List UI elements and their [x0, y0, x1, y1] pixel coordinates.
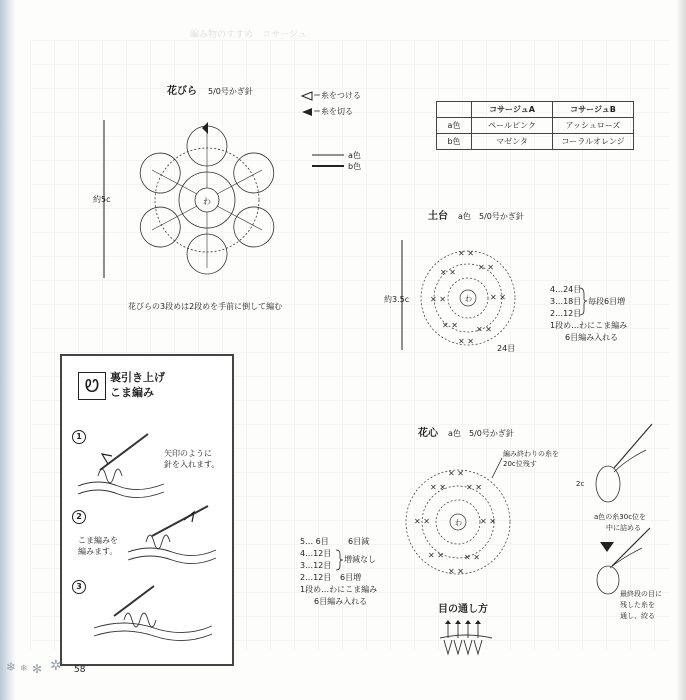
base-row-1-detail: 6目編み入れる [565, 333, 619, 342]
yarn-note-1: a色の糸30c位を [594, 513, 647, 521]
svg-text:✕ ✕: ✕ ✕ [440, 268, 456, 277]
faint-header: 編み物のすすめ コサージュ [190, 30, 307, 40]
snowflake-icon: ❄ [6, 660, 17, 674]
svg-text:✕ ✕: ✕ ✕ [490, 293, 506, 302]
table-cell: アッシュローズ [553, 118, 634, 134]
center-note-decrease: 6目減 [348, 537, 370, 546]
legend-lines [312, 150, 352, 170]
page-number: 58 [74, 665, 86, 675]
svg-text:✕ ✕: ✕ ✕ [442, 321, 458, 330]
base-row-2: 2…12目 [550, 309, 582, 318]
base-chart [420, 240, 520, 350]
stuffing-illustration [586, 420, 658, 600]
book-gutter [0, 0, 16, 700]
finish-note-1: 最終段の目に [620, 590, 662, 598]
step-2-text-1: こま編みを [78, 536, 118, 545]
legend-cut: ＝糸を切る [313, 107, 353, 116]
center-row-3: 3…12目 [300, 561, 332, 570]
center-note-no-change: 増減なし [344, 555, 376, 564]
yarn-note-2: 中に詰める [606, 524, 641, 532]
base-size: 約3.5c [384, 295, 410, 304]
step-1-number: 1 [72, 430, 86, 444]
center-note-increase: 6目増 [340, 573, 362, 582]
table-row [437, 118, 634, 134]
snowflake-icon: ✲ [50, 658, 62, 674]
step-3-number: 3 [72, 580, 86, 594]
technique-title-1: 裏引き上げ [110, 371, 165, 384]
table-cell: a色 [437, 118, 472, 134]
base-color: a色 [458, 212, 471, 221]
table-cell: コーラルオレンジ [553, 134, 634, 150]
snowflake-icon: ✻ [32, 662, 43, 676]
size-2c: 2c [576, 480, 585, 488]
base-title: 土台 [428, 211, 448, 222]
svg-text:✕ ✕: ✕ ✕ [430, 295, 446, 304]
step-2-number: 2 [72, 510, 86, 524]
svg-text:✕ ✕: ✕ ✕ [414, 517, 430, 526]
legend-b: b色 [348, 162, 362, 171]
svg-text:✕ ✕: ✕ ✕ [428, 551, 444, 560]
table-header-empty [437, 102, 472, 118]
legend-a: a色 [348, 151, 361, 160]
svg-text:✕ ✕: ✕ ✕ [458, 249, 474, 258]
table-cell: ペールピンク [472, 118, 553, 134]
petal-size: 約5c [93, 195, 111, 204]
petal-title: 花びら [167, 86, 197, 97]
center-tail-note-1: 編み終わりの糸を [503, 450, 559, 458]
reverse-post-stitch-icon: Ꮼ [78, 372, 106, 400]
svg-text:✕ ✕: ✕ ✕ [430, 483, 446, 492]
base-count-label: 24目 [497, 344, 516, 353]
legend-attach: ＝糸をつける [313, 91, 361, 100]
technique-title-2: こま編み [110, 386, 154, 399]
center-title: 花心 [418, 428, 438, 439]
base-row-3: 3…18目 [550, 297, 582, 306]
petal-hook: 5/0号かぎ針 [208, 87, 253, 96]
svg-text:✕ ✕: ✕ ✕ [458, 337, 474, 346]
table-cell: b色 [437, 134, 472, 150]
svg-text:わ: わ [203, 197, 211, 206]
svg-text:✕ ✕: ✕ ✕ [480, 517, 496, 526]
through-illustration [438, 620, 494, 662]
base-increase: 毎段6目増 [588, 297, 626, 306]
step-3-illustration [94, 582, 214, 644]
table-header-a: コサージュA [472, 102, 553, 118]
center-row-1: 1段め…わにこま編み [300, 585, 378, 594]
base-row-4: 4…24目 [550, 285, 582, 294]
svg-text:✕ ✕: ✕ ✕ [476, 325, 492, 334]
finish-note-2: 残した糸を [620, 601, 655, 609]
center-row-1-detail: 6目編み入れる [314, 597, 368, 606]
center-hook: 5/0号かぎ針 [469, 429, 514, 438]
center-row-5: 5… 6目 [300, 537, 329, 546]
petal-chart [112, 112, 302, 287]
svg-text:✕ ✕: ✕ ✕ [478, 263, 494, 272]
center-tail-note-2: 20c位残す [503, 460, 537, 468]
step-2-text-2: 編みます。 [78, 547, 118, 556]
svg-text:わ: わ [465, 295, 472, 303]
center-chart [400, 462, 520, 582]
snowflake-icon: ❄ [20, 664, 28, 674]
step-1-text-2: 針を入れます。 [164, 460, 220, 469]
svg-text:✕ ✕: ✕ ✕ [448, 567, 464, 576]
step-2-illustration [128, 500, 218, 566]
svg-text:✕ ✕: ✕ ✕ [448, 469, 464, 478]
yarn-color-table [436, 101, 634, 150]
base-hook: 5/0号かぎ針 [479, 212, 524, 221]
center-color: a色 [448, 429, 461, 438]
petal-note: 花びらの3段めは2段めを手前に倒して編む [128, 302, 283, 311]
svg-text:わ: わ [455, 519, 462, 527]
center-row-2: 2…12目 [300, 573, 332, 582]
center-row-4: 4…12目 [300, 549, 332, 558]
svg-text:✕ ✕: ✕ ✕ [464, 553, 480, 562]
through-title: 目の通し方 [438, 604, 488, 615]
base-row-1: 1段め…わにこま編み [550, 321, 628, 330]
table-cell: マゼンタ [472, 134, 553, 150]
center-brace [334, 549, 344, 571]
page-edge [676, 0, 686, 700]
finish-note-3: 通し、絞る [620, 612, 655, 620]
svg-text:✕ ✕: ✕ ✕ [466, 483, 482, 492]
base-brace [578, 287, 588, 317]
step-1-illustration [78, 426, 168, 498]
table-row [437, 134, 634, 150]
table-header-b: コサージュB [553, 102, 634, 118]
step-1-text-1: 矢印のように [164, 449, 212, 458]
